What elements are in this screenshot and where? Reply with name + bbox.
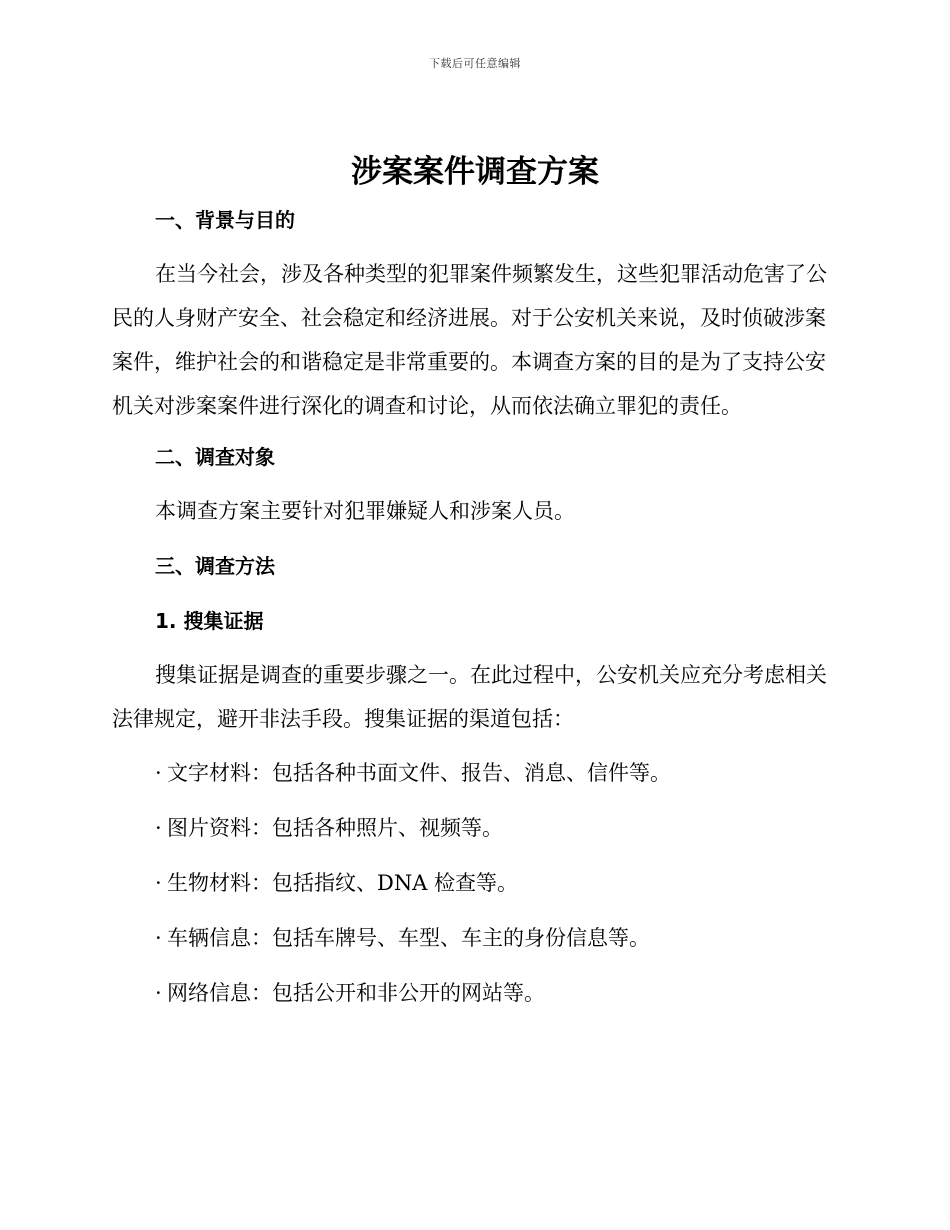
section-heading-subjects: 二、调查对象 — [155, 445, 275, 469]
bullet-icon: · — [155, 981, 162, 1005]
header-note: 下载后可任意编辑 — [429, 57, 521, 70]
list-item-text: 生物材料：包括指纹、DNA 检查等。 — [167, 871, 519, 895]
list-item — [155, 813, 503, 843]
bullet-icon: · — [155, 926, 162, 950]
section-paragraph-background: 在当今社会，涉及各种类型的犯罪案件频繁发生，这些犯罪活动危害了公民的人身财产安全、社会稳定和经济进展。对于公安机关来说，及时侦破涉案案件，维护社会的和谐稳定是非常重要的。本调查方案的目的是为了支持公安机关对涉案案件进行深化的调查和讨论，从而依法确立罪犯的责任。 — [112, 262, 827, 418]
bullet-icon: · — [155, 761, 162, 785]
list-item-text: 图片资料：包括各种照片、视频等。 — [167, 816, 503, 840]
bullet-icon: · — [155, 816, 162, 840]
section-paragraph-subjects: 本调查方案主要针对犯罪嫌疑人和涉案人员。 — [155, 499, 575, 523]
subsection-heading-collect-evidence: 1. 搜集证据 — [155, 609, 264, 633]
list-item-text: 网络信息：包括公开和非公开的网站等。 — [167, 981, 545, 1005]
list-item-text: 车辆信息：包括车牌号、车型、车主的身份信息等。 — [167, 926, 650, 950]
list-item — [155, 923, 650, 953]
list-item-text: 文字材料：包括各种书面文件、报告、消息、信件等。 — [167, 761, 671, 785]
bullet-icon: · — [155, 871, 162, 895]
section-heading-methods: 三、调查方法 — [155, 554, 275, 578]
list-item — [155, 978, 545, 1008]
list-item — [155, 868, 518, 898]
section-paragraph-collect-evidence: 搜集证据是调查的重要步骤之一。在此过程中，公安机关应充分考虑相关法律规定，避开非法手段。搜集证据的渠道包括： — [112, 663, 827, 731]
section-heading-background: 一、背景与目的 — [155, 208, 295, 232]
list-item — [155, 758, 671, 788]
document-title: 涉案案件调查方案 — [351, 154, 599, 190]
